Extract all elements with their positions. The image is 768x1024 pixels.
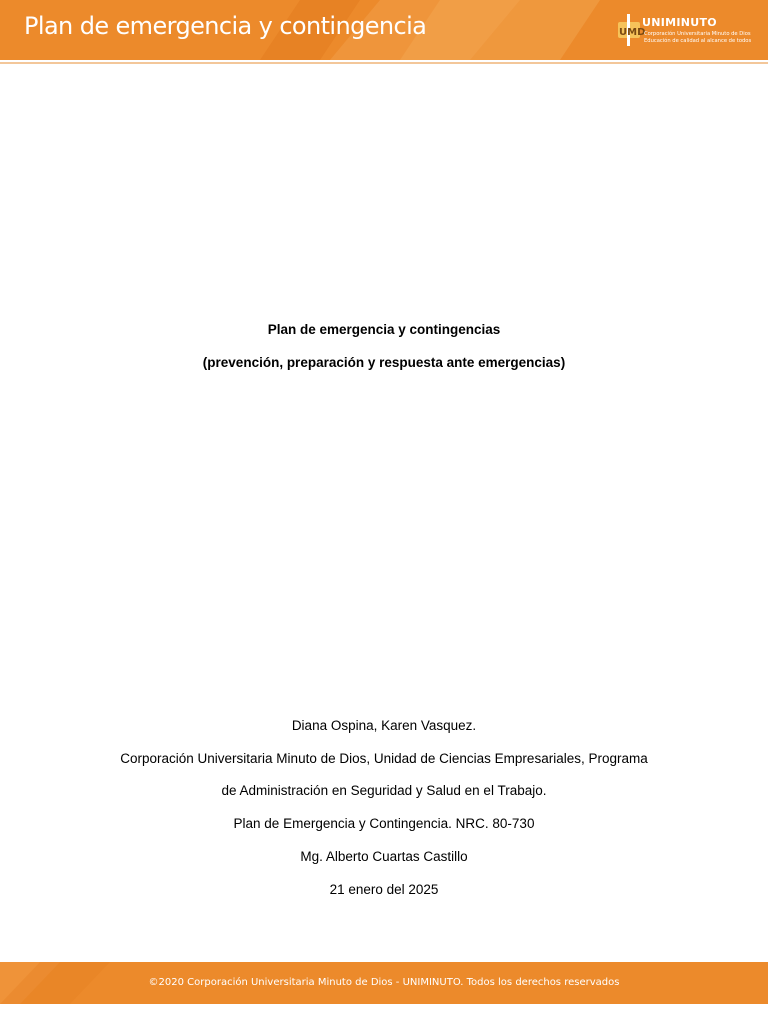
footer-band [0,962,768,1004]
logo-name: UNIMINUTO [642,16,717,29]
date: 21 enero del 2025 [329,882,439,897]
institution-line-1: Corporación Universitaria Minuto de Dios, Unidad de Ciencias Empresariales, Programa [120,751,648,766]
document-title: Plan de emergencia y contingencias [267,322,501,337]
course: Plan de Emergencia y Contingencia. NRC. 80-730 [233,816,535,831]
logo-subtitle-2: Educación de calidad al alcance de todos [644,38,752,44]
authors: Diana Ospina, Karen Vasquez. [291,718,477,733]
teacher: Mg. Alberto Cuartas Castillo [300,849,468,864]
header-band [0,0,768,60]
uniminuto-logo-icon [616,12,646,48]
document-subtitle: (prevención, preparación y respuesta ante emergencias) [202,355,566,370]
institution-line-2: de Administración en Seguridad y Salud en el Trabajo. [221,783,547,798]
uniminuto-logo [616,12,752,48]
footer-copyright: ©2020 Corporación Universitaria Minuto de Dios - UNIMINUTO. Todos los derechos reservados [148,977,620,988]
logo-subtitle-1: Corporación Universitaria Minuto de Dios [644,31,751,37]
header-title: Plan de emergencia y contingencia [24,12,427,40]
header-rule [0,62,768,64]
svg-text:UMD: UMD [619,27,646,38]
